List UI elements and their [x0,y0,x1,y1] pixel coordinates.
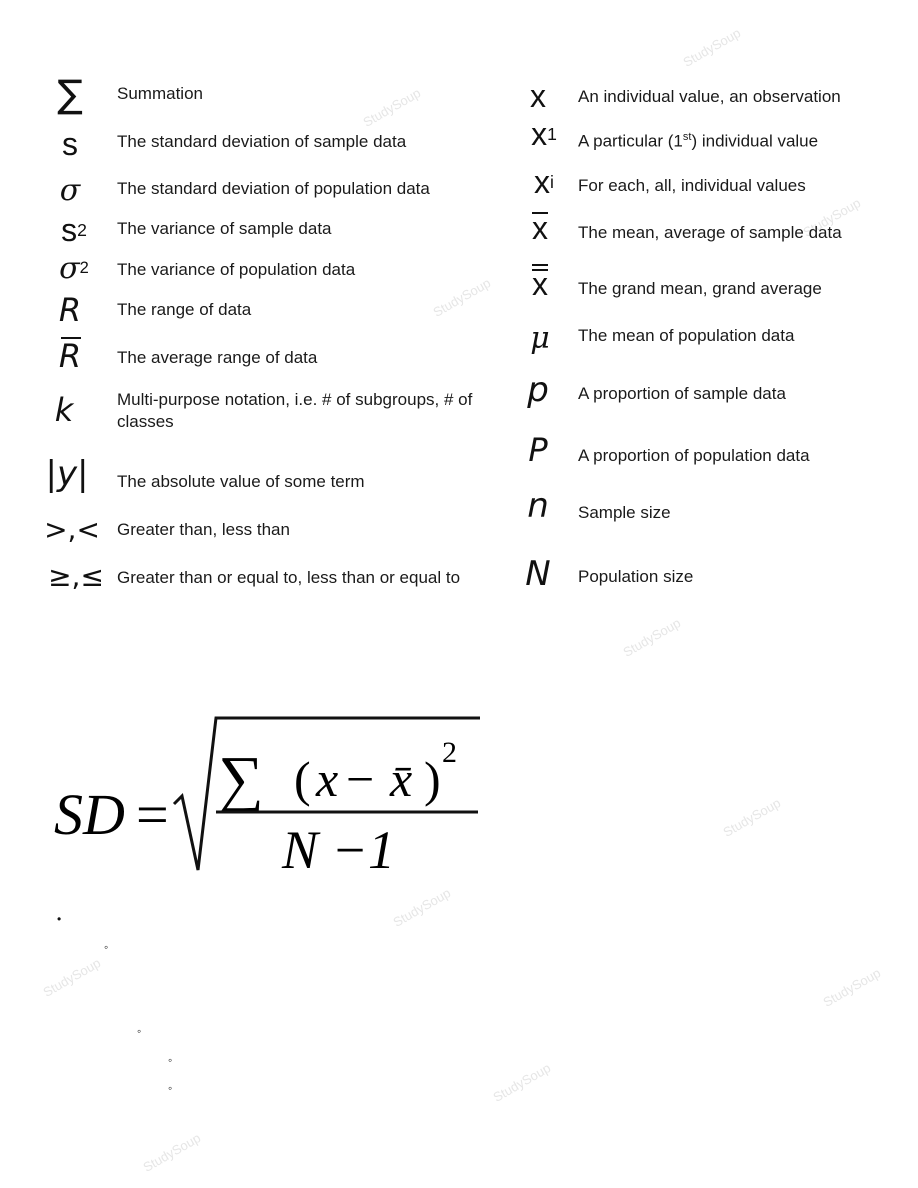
symbol-mu: μ [530,320,550,356]
symbol-x-i [520,160,568,204]
description-s: The standard deviation of sample data [117,132,407,151]
description-greater-less: Greater than, less than [117,520,290,539]
symbol-greater-equal-less-equal: ≥,≤ [48,559,104,593]
watermark: StudySoup [40,955,104,1000]
symbol-x-1-base: x [531,115,548,152]
overbar-line [61,337,81,339]
overbar-line-outer [532,264,548,266]
description-summation: Summation [117,84,203,103]
overbar-line-inner [532,269,548,271]
formula-lhs: SD [54,782,125,847]
description-sigma: The standard deviation of population data [117,179,430,198]
symbol-N: N [525,554,551,594]
list-bullet: • [57,912,62,926]
description-x: An individual value, an observation [578,87,841,106]
description-sigma-squared: The variance of population data [117,260,356,279]
symbol-p: p [527,370,549,410]
description-absolute-value: The absolute value of some term [117,472,365,491]
symbol-x-bar-letter: x [532,209,548,246]
list-bullet: ◦ [137,1024,142,1038]
description-x-double-bar: The grand mean, grand average [578,279,822,298]
symbol-summation: ∑ [57,72,83,116]
watermark: StudySoup [490,1060,554,1105]
watermark: StudySoup [720,795,784,840]
description-x-bar: The mean, average of sample data [578,223,842,242]
formula-x-bar: x̄ [390,751,413,807]
symbol-average-range-letter: R [58,337,82,375]
formula-minus: − [346,751,375,807]
symbol-range: R [58,291,82,329]
formula-open-paren: ( [294,751,311,807]
standard-deviation-formula [40,700,500,890]
description-average-range: The average range of data [117,348,318,367]
watermark: StudySoup [360,85,424,130]
list-bullet: ◦ [168,1053,173,1067]
description-x-i: For each, all, individual values [578,176,806,195]
description-N: Population size [578,567,694,586]
description-p: A proportion of sample data [578,384,786,403]
symbol-s-base: s [61,211,78,248]
formula-denominator: N −1 [282,820,395,880]
description-P: A proportion of population data [578,446,810,465]
symbol-x-1-subscript: 1 [547,123,557,144]
formula-sum: ∑ [218,743,264,814]
list-bullet: ◦ [104,940,109,954]
symbol-sigma-base: σ [59,250,80,286]
description-x-1-post: ) individual value [691,131,819,151]
symbol-x-1 [520,112,568,156]
symbol-s-squared [46,210,102,250]
symbol-average-range [48,334,92,378]
description-x-1-pre: A particular (1 [578,131,683,151]
watermark: StudySoup [140,1130,204,1175]
formula-close-paren: ) [424,751,441,807]
symbol-n: n [527,486,549,526]
description-mu: The mean of population data [578,326,795,345]
symbol-P: P [528,431,548,469]
description-s-squared: The variance of sample data [117,219,332,238]
symbol-sigma-squared [46,248,102,288]
description-n: Sample size [578,503,671,522]
overbar-line [532,212,548,214]
symbol-sigma-exponent: 2 [79,258,89,277]
symbol-s: s [62,125,78,162]
symbol-absolute-value: |y| [45,454,89,494]
symbol-greater-less: >,< [44,512,100,546]
description-x-1-ordinal: st [682,131,692,143]
description-range: The range of data [117,300,252,319]
symbol-x-bar [520,208,560,248]
symbol-sigma: σ [59,172,81,208]
formula-equals: = [136,782,169,847]
symbol-x-double-bar-letter: x [532,265,548,302]
symbol-x-i-base: x [534,163,551,200]
symbol-x: x [530,77,546,114]
watermark: StudySoup [680,25,744,70]
description-x-1 [578,126,818,153]
description-k: Multi-purpose notation, i.e. # of subgroups, # of classes [117,390,473,431]
description-greater-equal-less-equal: Greater than or equal to, less than or equal to [117,568,461,587]
watermark: StudySoup [820,965,884,1010]
symbol-x-double-bar [520,262,560,306]
formula-exponent: 2 [442,736,457,769]
symbol-s-exponent: 2 [77,219,87,240]
watermark: StudySoup [390,885,454,930]
symbol-k: k [54,391,74,429]
watermark: StudySoup [800,195,864,240]
watermark: StudySoup [620,615,684,660]
symbol-x-i-subscript: i [550,171,554,192]
list-bullet: ◦ [168,1081,173,1095]
watermark: StudySoup [430,275,494,320]
formula-x: x [316,751,339,807]
